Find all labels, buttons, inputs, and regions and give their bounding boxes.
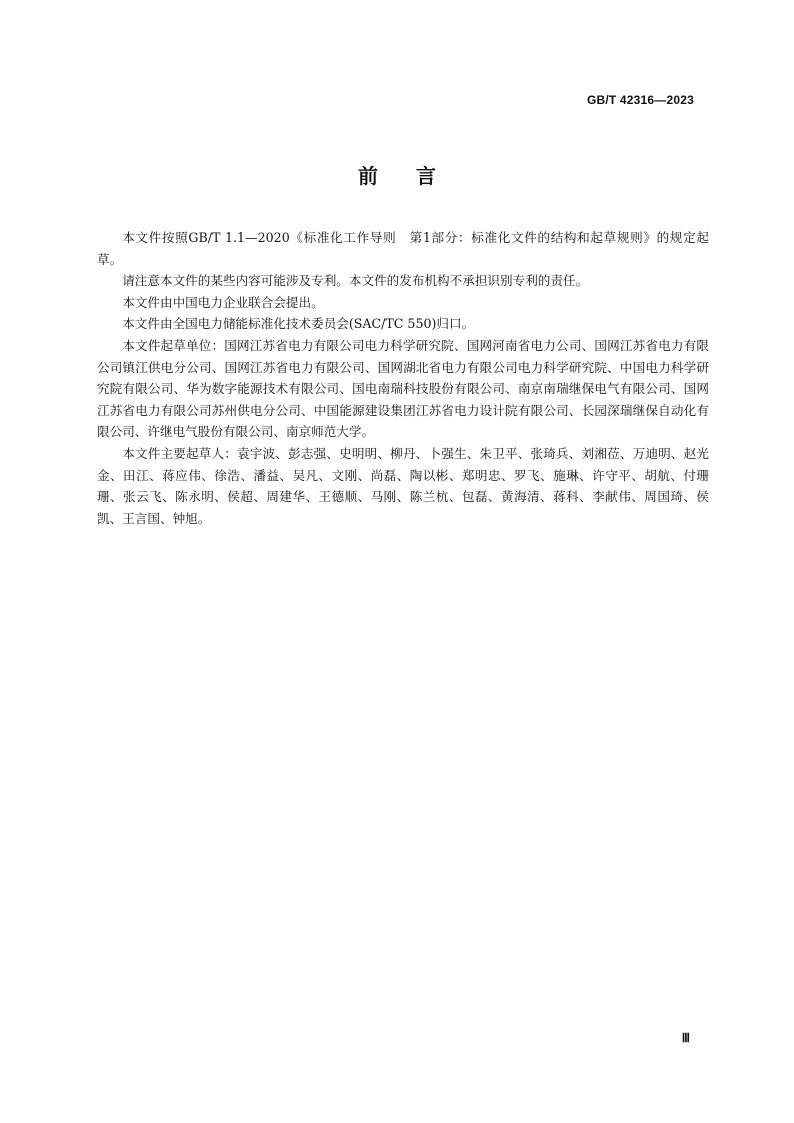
paragraph-proposer: 本文件由中国电力企业联合会提出。: [122, 294, 324, 310]
page-title: 前言: [358, 164, 474, 188]
paragraph-main-drafters: 本文件主要起草人：袁宇波、彭志强、史明明、柳丹、卜强生、朱卫平、张琦兵、刘湘莅、万迪明、赵光金、田江、蒋应伟、徐浩、潘益、吴凡、文刚、尚磊、陶以彬、郑明忠、罗飞、施琳、许守平、胡航、付珊珊、张云飞、陈永明、侯超、周建华、王德顺、马刚、陈兰杭、包磊、黄海清、蒋科、李献伟、周国琦、侯凯、王言国、钟旭。: [97, 445, 709, 526]
paragraph-drafting-rules: 本文件按照GB/T 1.1—2020《标准化工作导则 第1部分：标准化文件的结构和起草规则》的规定起草。: [97, 230, 709, 267]
standard-number: GB/T 42316—2023: [586, 93, 694, 107]
paragraph-patent-notice: 请注意本文件的某些内容可能涉及专利。本文件的发布机构不承担识别专利的责任。: [122, 273, 589, 289]
page-number: Ⅲ: [681, 1031, 690, 1045]
paragraph-drafting-organizations: 本文件起草单位：国网江苏省电力有限公司电力科学研究院、国网河南省电力公司、国网江苏省电力有限公司镇江供电分公司、国网江苏省电力有限公司、国网湖北省电力有限公司电力科学研究院、中国电力科学研究院有限公司、华为数字能源技术有限公司、国电南瑞科技股份有限公司、南京南瑞继保电气有限公司、国网江苏省电力有限公司苏州供电分公司、中国能源建设集团江苏省电力设计院有限公司、长园深瑞继保自动化有限公司、许继电气股份有限公司、南京师范大学。: [97, 337, 709, 440]
paragraph-technical-committee: 本文件由全国电力储能标准化技术委员会(SAC/TC 550)归口。: [122, 316, 475, 332]
preface-body: [97, 227, 709, 529]
